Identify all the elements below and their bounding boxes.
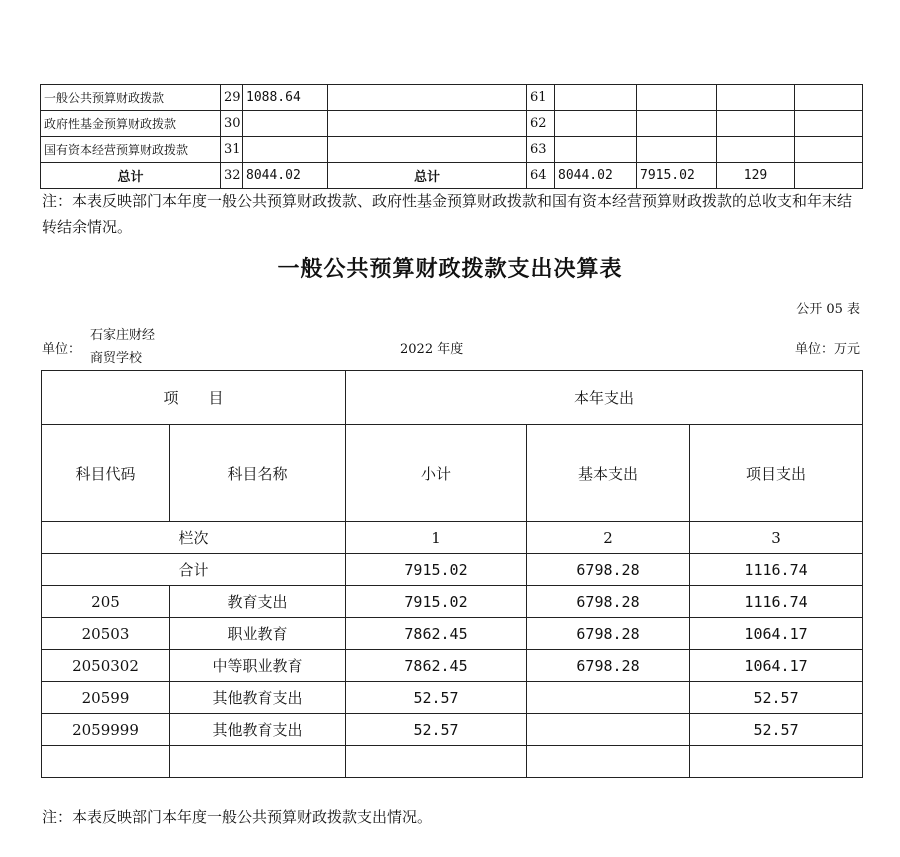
row-blank bbox=[795, 163, 863, 189]
top-summary-body bbox=[41, 85, 863, 189]
total-project: 1116.74 bbox=[690, 554, 863, 586]
row-blank bbox=[328, 111, 527, 137]
total-label: 合计 bbox=[42, 554, 346, 586]
row-label: 政府性基金预算财政拨款 bbox=[41, 111, 221, 137]
header-code: 科目代码 bbox=[42, 425, 170, 522]
row-label: 国有资本经营预算财政拨款 bbox=[41, 137, 221, 163]
row-cell-2 bbox=[637, 137, 717, 163]
row-project: 1116.74 bbox=[690, 586, 863, 618]
empty-cell bbox=[170, 746, 346, 778]
row-cell-2 bbox=[637, 111, 717, 137]
row-blank bbox=[795, 111, 863, 137]
index-1: 1 bbox=[346, 522, 527, 554]
top-summary-table bbox=[40, 84, 863, 189]
row-code: 2059999 bbox=[42, 714, 170, 746]
row-cell-3 bbox=[717, 85, 795, 111]
total-value: 8044.02 bbox=[243, 163, 328, 189]
row-number: 30 bbox=[221, 111, 243, 137]
table-row bbox=[42, 618, 863, 650]
empty-cell bbox=[527, 746, 690, 778]
row-value bbox=[243, 137, 328, 163]
row-project: 1064.17 bbox=[690, 618, 863, 650]
row-number: 31 bbox=[221, 137, 243, 163]
header-basic: 基本支出 bbox=[527, 425, 690, 522]
row-basic bbox=[527, 714, 690, 746]
row-basic: 6798.28 bbox=[527, 650, 690, 682]
index-label: 栏次 bbox=[42, 522, 346, 554]
empty-cell bbox=[42, 746, 170, 778]
row-code: 20503 bbox=[42, 618, 170, 650]
row-subtotal: 52.57 bbox=[346, 714, 527, 746]
header-row-top bbox=[42, 371, 863, 425]
total-subtotal: 7915.02 bbox=[346, 554, 527, 586]
index-2: 2 bbox=[527, 522, 690, 554]
row-subtotal: 7862.45 bbox=[346, 618, 527, 650]
header-row-columns bbox=[42, 425, 863, 522]
form-code: 公开 05 表 bbox=[796, 302, 860, 317]
row-blank bbox=[795, 85, 863, 111]
row-blank bbox=[328, 137, 527, 163]
row-cell-1 bbox=[555, 137, 637, 163]
row-name: 中等职业教育 bbox=[170, 650, 346, 682]
row-subtotal: 7862.45 bbox=[346, 650, 527, 682]
total-cell-1: 8044.02 bbox=[555, 163, 637, 189]
header-project-expense: 项目支出 bbox=[690, 425, 863, 522]
row-project: 1064.17 bbox=[690, 650, 863, 682]
total-label: 总计 bbox=[41, 163, 221, 189]
total-row bbox=[42, 554, 863, 586]
row-basic bbox=[527, 682, 690, 714]
row-subtotal: 52.57 bbox=[346, 682, 527, 714]
currency-unit: 单位：万元 bbox=[794, 342, 860, 357]
total-right-label: 总计 bbox=[328, 163, 527, 189]
total-cell-3: 129 bbox=[717, 163, 795, 189]
row-basic: 6798.28 bbox=[527, 618, 690, 650]
page-title: 一般公共预算财政拨款支出决算表 bbox=[277, 257, 623, 282]
row-right-number: 63 bbox=[527, 137, 555, 163]
table-row bbox=[42, 714, 863, 746]
row-name: 其他教育支出 bbox=[170, 682, 346, 714]
top-table-note: 注：本表反映部门本年度一般公共预算财政拨款、政府性基金预算财政拨款和国有资本经营预算财政拨款的总收支和年末结转结余情况。 bbox=[42, 192, 853, 236]
table-row bbox=[42, 650, 863, 682]
row-cell-2 bbox=[637, 85, 717, 111]
row-project: 52.57 bbox=[690, 714, 863, 746]
row-subtotal: 7915.02 bbox=[346, 586, 527, 618]
row-code: 2050302 bbox=[42, 650, 170, 682]
table-row bbox=[42, 682, 863, 714]
total-basic: 6798.28 bbox=[527, 554, 690, 586]
header-expense: 本年支出 bbox=[346, 371, 863, 425]
unit-label: 单位： bbox=[42, 342, 82, 357]
row-basic: 6798.28 bbox=[527, 586, 690, 618]
row-value: 1088.64 bbox=[243, 85, 328, 111]
row-value bbox=[243, 111, 328, 137]
empty-cell bbox=[346, 746, 527, 778]
index-3: 3 bbox=[690, 522, 863, 554]
index-row bbox=[42, 522, 863, 554]
row-blank bbox=[795, 137, 863, 163]
row-name: 职业教育 bbox=[170, 618, 346, 650]
table-row bbox=[42, 586, 863, 618]
row-name: 其他教育支出 bbox=[170, 714, 346, 746]
row-right-number: 62 bbox=[527, 111, 555, 137]
table-row bbox=[41, 137, 863, 163]
total-number: 32 bbox=[221, 163, 243, 189]
row-name: 教育支出 bbox=[170, 586, 346, 618]
header-name: 科目名称 bbox=[170, 425, 346, 522]
row-right-number: 61 bbox=[527, 85, 555, 111]
bottom-table-note: 注：本表反映部门本年度一般公共预算财政拨款支出情况。 bbox=[42, 808, 433, 826]
total-right-number: 64 bbox=[527, 163, 555, 189]
total-cell-2: 7915.02 bbox=[637, 163, 717, 189]
empty-cell bbox=[690, 746, 863, 778]
expenditure-body bbox=[42, 371, 863, 778]
row-cell-1 bbox=[555, 85, 637, 111]
table-row bbox=[41, 85, 863, 111]
empty-row bbox=[42, 746, 863, 778]
row-label: 一般公共预算财政拨款 bbox=[41, 85, 221, 111]
row-cell-3 bbox=[717, 137, 795, 163]
total-row bbox=[41, 163, 863, 189]
row-blank bbox=[328, 85, 527, 111]
org-name-line2: 商贸学校 bbox=[90, 351, 143, 366]
row-number: 29 bbox=[221, 85, 243, 111]
expenditure-table bbox=[41, 370, 863, 778]
fiscal-year: 2022 年度 bbox=[400, 342, 464, 357]
row-code: 205 bbox=[42, 586, 170, 618]
org-name-line1: 石家庄财经 bbox=[90, 328, 156, 343]
table-row bbox=[41, 111, 863, 137]
row-project: 52.57 bbox=[690, 682, 863, 714]
header-project: 项 目 bbox=[42, 371, 346, 425]
row-cell-1 bbox=[555, 111, 637, 137]
row-code: 20599 bbox=[42, 682, 170, 714]
row-cell-3 bbox=[717, 111, 795, 137]
header-subtotal: 小计 bbox=[346, 425, 527, 522]
